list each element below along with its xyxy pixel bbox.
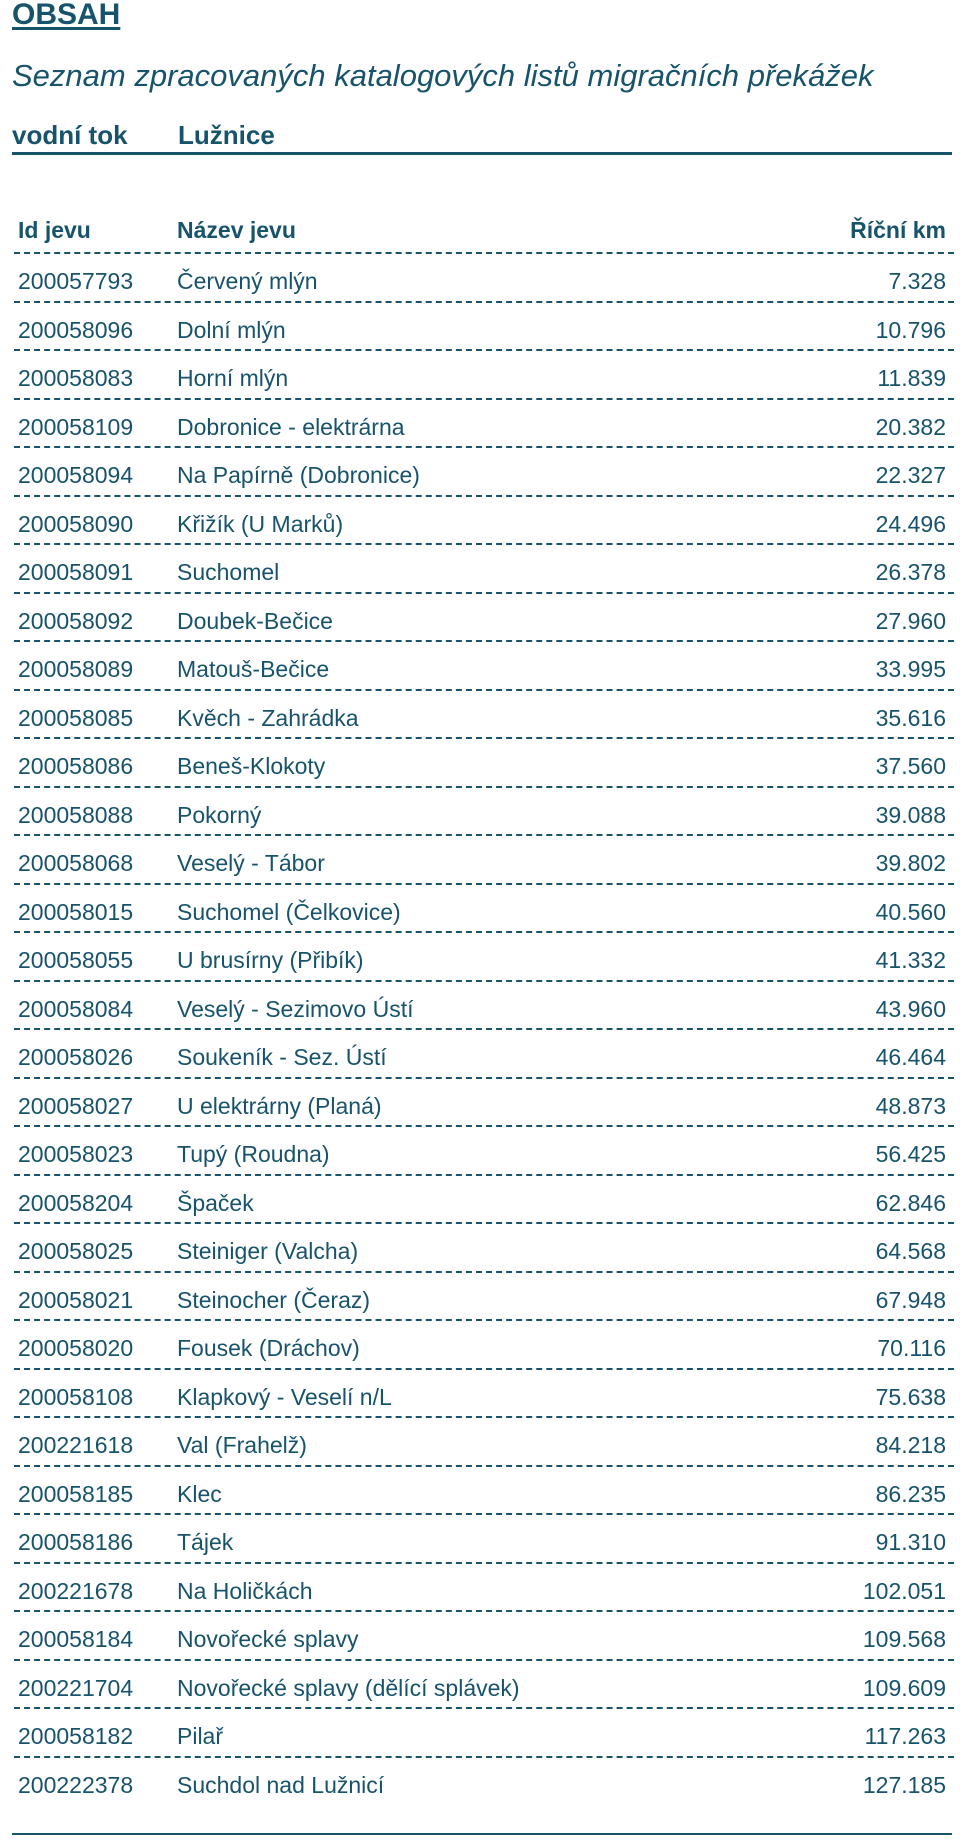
cell-name: Veselý - Tábor xyxy=(177,850,325,876)
row-separator xyxy=(14,980,954,982)
river-name: Lužnice xyxy=(178,120,275,150)
row-separator xyxy=(14,931,954,933)
cell-id: 200058091 xyxy=(18,559,134,585)
footer-rule xyxy=(12,1833,952,1835)
cell-name: Beneš-Klokoty xyxy=(177,753,326,779)
row-separator xyxy=(14,1416,954,1418)
table-row xyxy=(0,1517,960,1565)
row-separator xyxy=(14,1271,954,1273)
row-separator xyxy=(14,1028,954,1030)
table-row xyxy=(0,596,960,644)
cell-name: Suchomel xyxy=(177,559,280,585)
table-row xyxy=(0,1275,960,1323)
table-row xyxy=(0,1469,960,1517)
row-separator xyxy=(14,1125,954,1127)
cell-river-km: 35.616 xyxy=(875,704,946,731)
cell-id: 200058015 xyxy=(18,898,134,925)
row-separator xyxy=(14,1513,954,1515)
cell-id: 200058088 xyxy=(18,801,134,828)
cell-river-km: 56.425 xyxy=(875,1141,946,1167)
table-row xyxy=(0,838,960,886)
cell-river-km: 102.051 xyxy=(862,1577,946,1604)
cell-id: 200058184 xyxy=(18,1626,134,1652)
cell-river-km: 127.185 xyxy=(862,1771,946,1798)
table-row xyxy=(0,1711,960,1759)
cell-name: Klec xyxy=(177,1480,222,1507)
river-label: vodní tok xyxy=(12,120,128,150)
row-separator xyxy=(14,495,954,497)
column-header-km: Říční km xyxy=(850,217,946,243)
cell-name: Dolní mlýn xyxy=(177,316,286,343)
row-separator xyxy=(14,883,954,885)
cell-id: 200058084 xyxy=(18,995,134,1022)
cell-id: 200058090 xyxy=(18,510,134,537)
row-separator xyxy=(14,737,954,739)
cell-river-km: 91.310 xyxy=(875,1529,946,1555)
cell-river-km: 39.802 xyxy=(875,850,946,876)
column-header-name: Název jevu xyxy=(177,217,296,243)
cell-name: Pokorný xyxy=(177,801,262,828)
cell-name: Horní mlýn xyxy=(177,365,289,391)
row-separator xyxy=(14,252,954,254)
row-separator xyxy=(14,1707,954,1709)
row-separator xyxy=(14,398,954,400)
table-row xyxy=(0,1032,960,1080)
cell-id: 200058089 xyxy=(18,656,134,682)
cell-id: 200058021 xyxy=(18,1286,134,1313)
cell-id: 200057793 xyxy=(18,268,134,294)
cell-name: U brusírny (Přibík) xyxy=(177,947,364,973)
cell-river-km: 75.638 xyxy=(875,1383,946,1410)
cell-id: 200221704 xyxy=(18,1674,134,1701)
table-row xyxy=(0,450,960,498)
cell-id: 200058068 xyxy=(18,850,134,876)
cell-river-km: 20.382 xyxy=(875,413,946,440)
row-separator xyxy=(14,592,954,594)
cell-river-km: 39.088 xyxy=(875,801,946,828)
cell-name: Val (Frahelž) xyxy=(177,1432,307,1458)
cell-name: Novořecké splavy (dělící splávek) xyxy=(177,1674,520,1701)
table-row xyxy=(0,1081,960,1129)
cell-river-km: 37.560 xyxy=(875,753,946,779)
table-row xyxy=(0,1323,960,1371)
cell-name: Křižík (U Marků) xyxy=(177,510,344,537)
cell-name: Červený mlýn xyxy=(177,268,318,294)
cell-name: Na Papírně (Dobronice) xyxy=(177,462,420,488)
cell-id: 200058026 xyxy=(18,1044,134,1070)
row-separator xyxy=(14,446,954,448)
cell-river-km: 24.496 xyxy=(875,510,946,537)
table-row xyxy=(0,499,960,547)
cell-id: 200058204 xyxy=(18,1189,134,1216)
cell-river-km: 26.378 xyxy=(875,559,946,585)
row-separator xyxy=(14,349,954,351)
table-row xyxy=(0,1372,960,1420)
table-row xyxy=(0,984,960,1032)
row-separator xyxy=(14,1756,954,1758)
cell-river-km: 10.796 xyxy=(875,316,946,343)
cell-river-km: 41.332 xyxy=(875,947,946,973)
cell-name: Doubek-Bečice xyxy=(177,607,333,634)
cell-river-km: 27.960 xyxy=(875,607,946,634)
cell-name: Steiniger (Valcha) xyxy=(177,1238,359,1264)
cell-id: 200058025 xyxy=(18,1238,134,1264)
column-header-id: Id jevu xyxy=(18,217,91,243)
cell-name: Kvěch - Zahrádka xyxy=(177,704,359,731)
row-separator xyxy=(14,786,954,788)
table-row xyxy=(0,1178,960,1226)
page-title: OBSAH xyxy=(12,0,121,31)
cell-river-km: 22.327 xyxy=(875,462,946,488)
row-separator xyxy=(14,1610,954,1612)
cell-name: Dobronice - elektrárna xyxy=(177,413,405,440)
row-separator xyxy=(14,689,954,691)
cell-id: 200058182 xyxy=(18,1723,134,1749)
row-separator xyxy=(14,1077,954,1079)
cell-river-km: 117.263 xyxy=(864,1723,946,1749)
cell-id: 200058108 xyxy=(18,1383,134,1410)
row-separator xyxy=(14,301,954,303)
cell-river-km: 40.560 xyxy=(875,898,946,925)
table-row xyxy=(0,402,960,450)
cell-river-km: 67.948 xyxy=(875,1286,946,1313)
table-row xyxy=(0,1663,960,1711)
cell-name: Soukeník - Sez. Ústí xyxy=(177,1044,387,1070)
cell-river-km: 7.328 xyxy=(888,268,946,294)
cell-id: 200058085 xyxy=(18,704,134,731)
cell-river-km: 46.464 xyxy=(875,1044,946,1070)
cell-name: Matouš-Bečice xyxy=(177,656,330,682)
cell-river-km: 33.995 xyxy=(875,656,946,682)
cell-river-km: 64.568 xyxy=(875,1238,946,1264)
row-separator xyxy=(14,1222,954,1224)
cell-id: 200058083 xyxy=(18,365,134,391)
cell-name: U elektrárny (Planá) xyxy=(177,1092,382,1119)
table-row xyxy=(0,1420,960,1468)
table-row xyxy=(0,353,960,401)
cell-name: Tájek xyxy=(177,1529,234,1555)
cell-name: Tupý (Roudna) xyxy=(177,1141,330,1167)
table-row xyxy=(0,1614,960,1662)
cell-name: Pilař xyxy=(177,1723,224,1749)
cell-id: 200058055 xyxy=(18,947,134,973)
table-row xyxy=(0,305,960,353)
cell-id: 200058186 xyxy=(18,1529,134,1555)
table-row xyxy=(0,1566,960,1614)
row-separator xyxy=(14,1659,954,1661)
table-row xyxy=(0,693,960,741)
row-separator xyxy=(14,640,954,642)
row-separator xyxy=(14,834,954,836)
table-row xyxy=(0,741,960,789)
cell-id: 200221618 xyxy=(18,1432,134,1458)
cell-id: 200221678 xyxy=(18,1577,134,1604)
cell-river-km: 11.839 xyxy=(877,365,946,391)
cell-river-km: 70.116 xyxy=(877,1335,946,1361)
cell-river-km: 48.873 xyxy=(875,1092,946,1119)
cell-name: Veselý - Sezimovo Ústí xyxy=(177,995,414,1022)
cell-name: Suchomel (Čelkovice) xyxy=(177,898,401,925)
cell-river-km: 43.960 xyxy=(875,995,946,1022)
cell-name: Fousek (Dráchov) xyxy=(177,1335,360,1361)
cell-name: Na Holičkách xyxy=(177,1577,313,1604)
cell-id: 200058094 xyxy=(18,462,134,488)
cell-river-km: 62.846 xyxy=(875,1189,946,1216)
cell-id: 200222378 xyxy=(18,1771,134,1798)
cell-name: Klapkový - Veselí n/L xyxy=(177,1383,392,1410)
cell-id: 200058185 xyxy=(18,1480,134,1507)
cell-river-km: 109.609 xyxy=(862,1674,946,1701)
cell-river-km: 84.218 xyxy=(875,1432,946,1458)
table-row xyxy=(0,256,960,304)
cell-river-km: 86.235 xyxy=(875,1480,946,1507)
row-separator xyxy=(14,1562,954,1564)
list-subtitle: Seznam zpracovaných katalogových listů migračních překážek xyxy=(12,58,874,93)
table-row xyxy=(0,1760,960,1808)
cell-id: 200058096 xyxy=(18,316,134,343)
row-separator xyxy=(14,1368,954,1370)
cell-id: 200058092 xyxy=(18,607,134,634)
row-separator xyxy=(14,543,954,545)
cell-id: 200058086 xyxy=(18,753,134,779)
row-separator xyxy=(14,1465,954,1467)
table-row xyxy=(0,644,960,692)
row-separator xyxy=(14,1174,954,1176)
cell-river-km: 109.568 xyxy=(862,1626,946,1652)
table-row xyxy=(0,887,960,935)
cell-name: Suchdol nad Lužnicí xyxy=(177,1771,385,1798)
table-row xyxy=(0,790,960,838)
cell-name: Steinocher (Čeraz) xyxy=(177,1286,371,1313)
cell-id: 200058027 xyxy=(18,1092,134,1119)
cell-id: 200058109 xyxy=(18,413,134,440)
table-row xyxy=(0,1129,960,1177)
cell-id: 200058020 xyxy=(18,1335,134,1361)
table-row xyxy=(0,935,960,983)
cell-name: Špaček xyxy=(177,1189,254,1216)
cell-id: 200058023 xyxy=(18,1141,134,1167)
table-row xyxy=(0,547,960,595)
cell-name: Novořecké splavy xyxy=(177,1626,359,1652)
row-separator xyxy=(14,1319,954,1321)
table-row xyxy=(0,1226,960,1274)
